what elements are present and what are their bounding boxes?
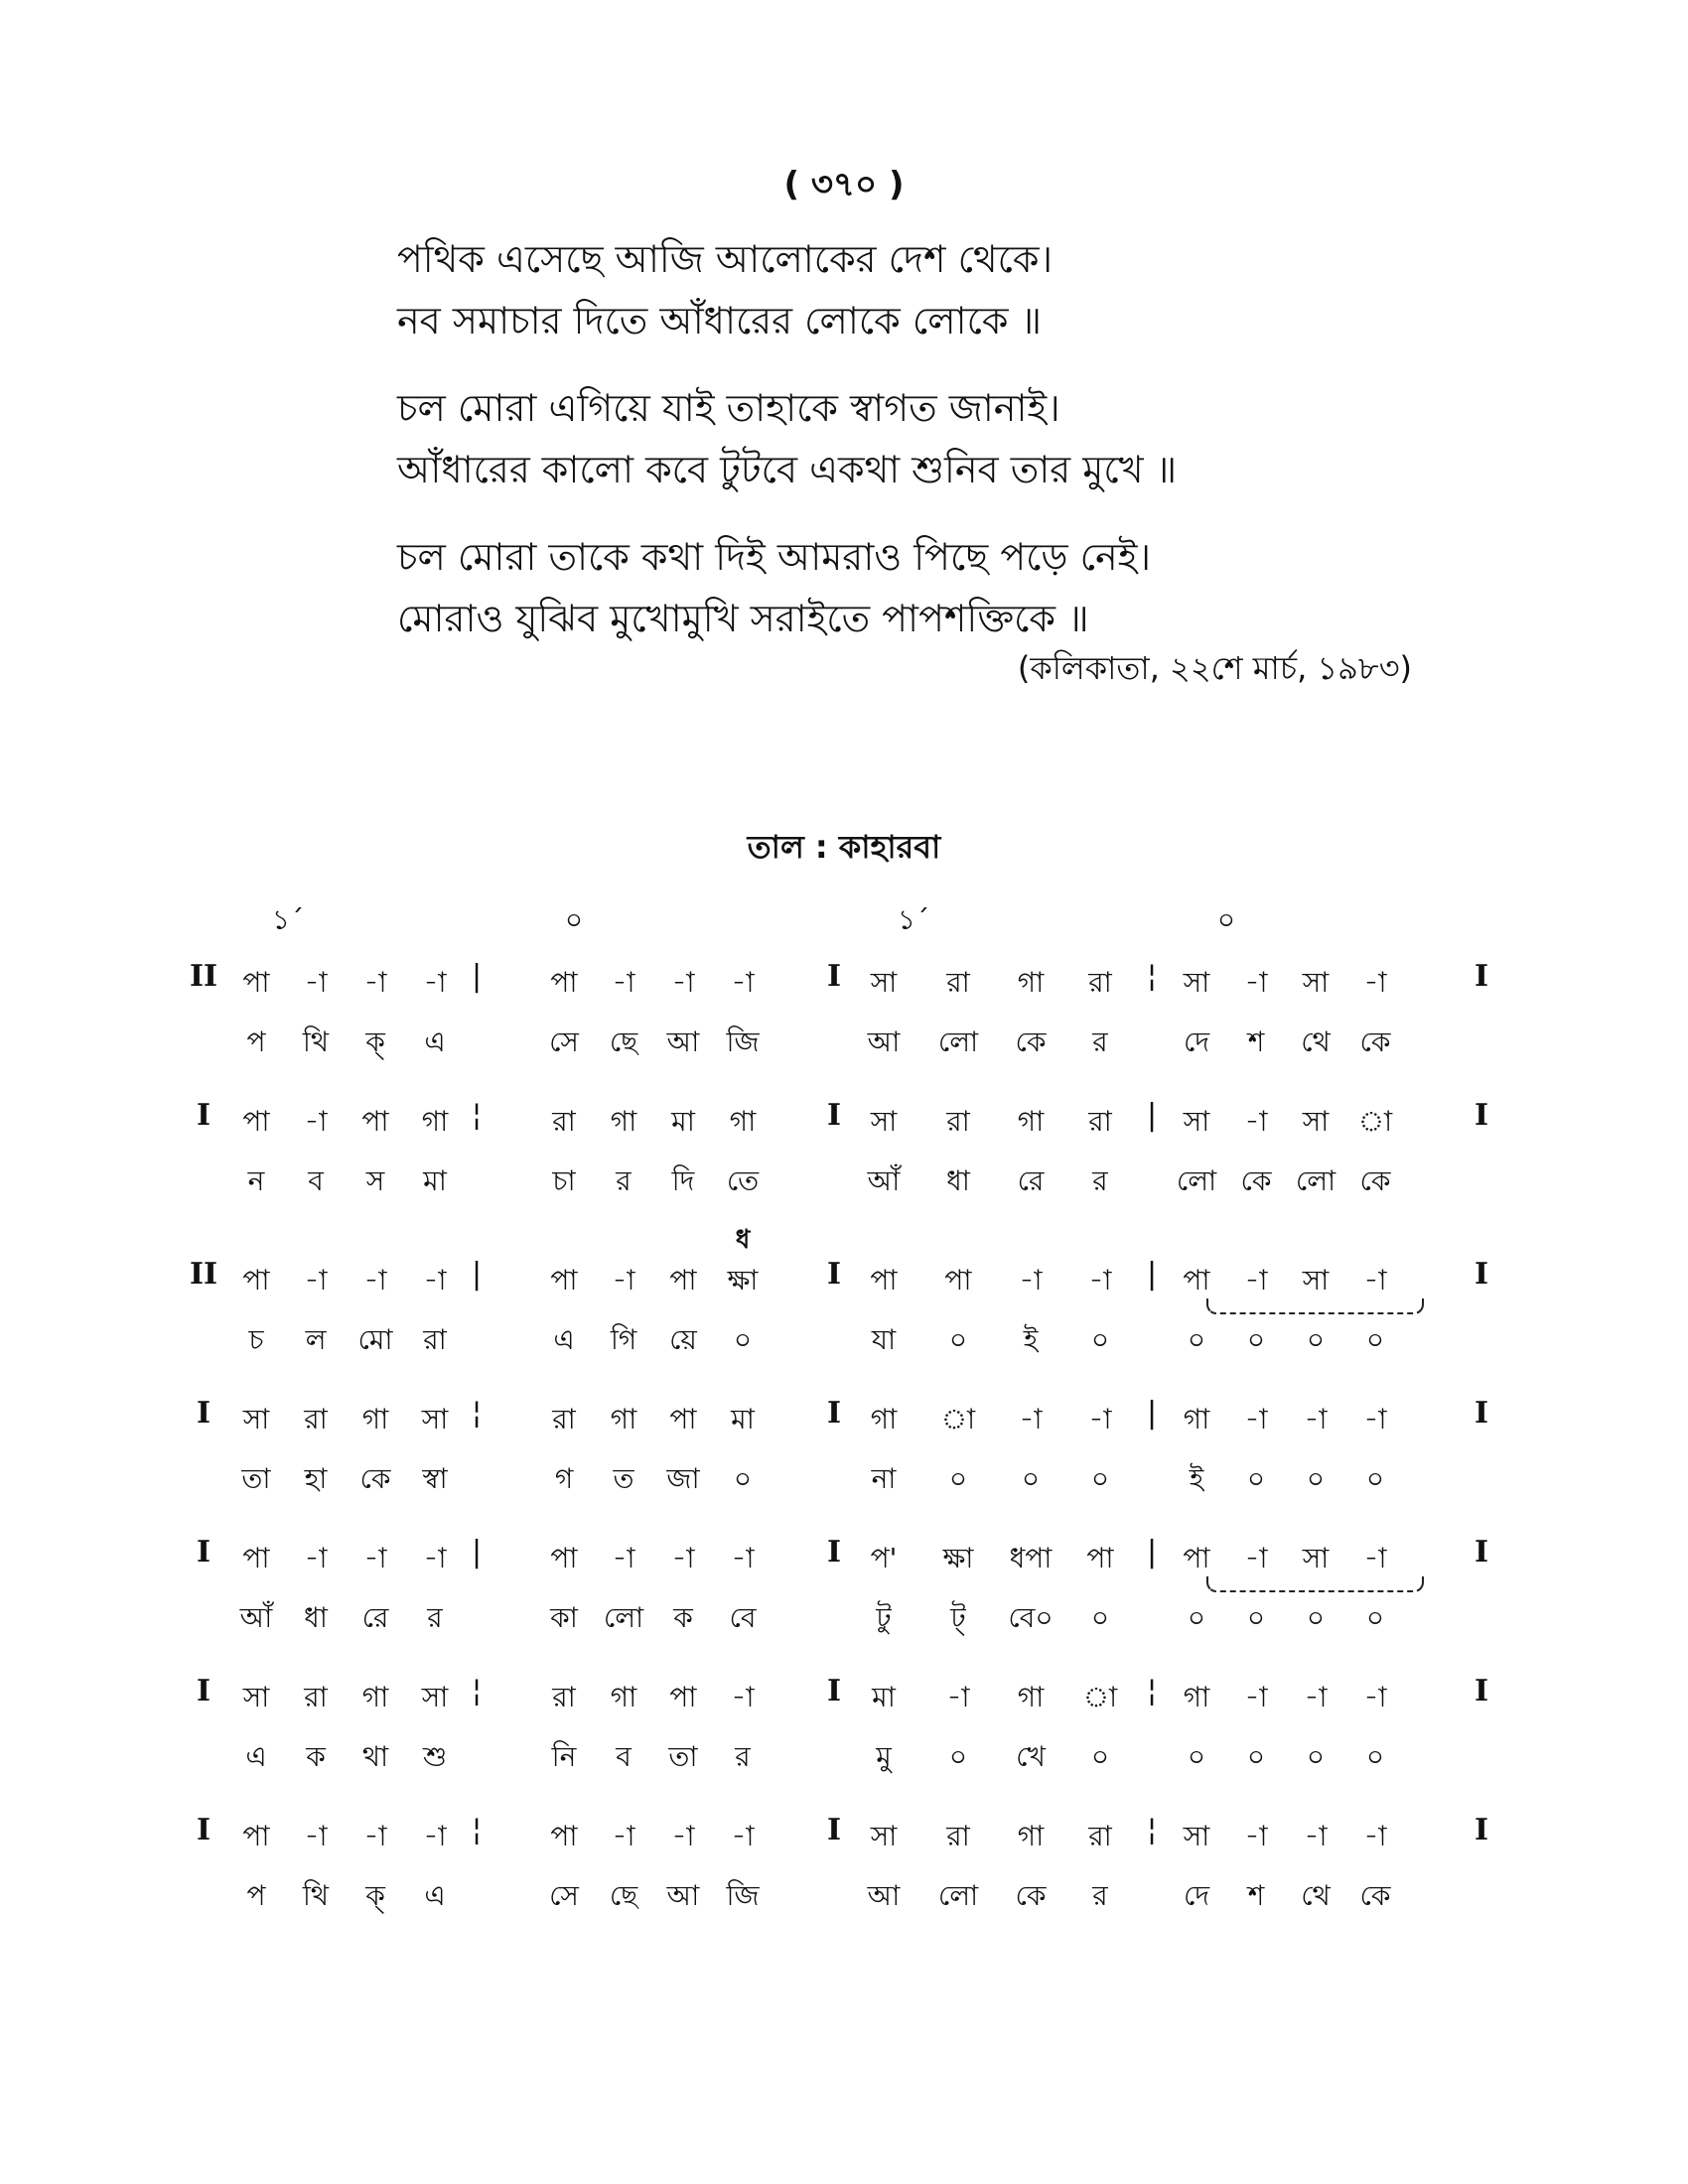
bar-line: | bbox=[1146, 1535, 1158, 1570]
swara-cell: সা bbox=[870, 966, 898, 999]
swara-cell: গা bbox=[1017, 1105, 1045, 1138]
bar-line-close: I bbox=[1474, 1396, 1489, 1431]
lyric-cell: সে bbox=[549, 1025, 579, 1058]
lyric-cell: ক bbox=[673, 1601, 693, 1634]
lyric-cell: না bbox=[871, 1462, 897, 1495]
swara-cell: -া bbox=[1019, 1264, 1043, 1297]
lyric-cell: কে bbox=[1015, 1879, 1047, 1912]
lyric-cell: লো bbox=[1176, 1164, 1217, 1197]
swara-cell: গা bbox=[870, 1403, 898, 1435]
lyric-cell: ০ bbox=[1306, 1462, 1326, 1495]
lyric-cell: ক্ bbox=[365, 1879, 385, 1912]
swara-cell: পা bbox=[870, 1264, 898, 1297]
bar-line-open: I bbox=[196, 1098, 211, 1133]
swara-cell: -া bbox=[671, 966, 695, 999]
lyric-cell: স্বা bbox=[422, 1462, 448, 1495]
lyric-cell: দে bbox=[1183, 1025, 1210, 1058]
swara-cell: সা bbox=[1183, 1820, 1210, 1852]
bar-line: ¦ bbox=[471, 1813, 483, 1847]
bar-line-open: I bbox=[196, 1813, 211, 1847]
lyric-cell: রা bbox=[423, 1323, 447, 1356]
swara-cell: রা bbox=[946, 966, 970, 999]
lyric-cell: জি bbox=[726, 1879, 760, 1912]
swara-cell: -া bbox=[423, 1542, 447, 1574]
swara-cell: -া bbox=[946, 1681, 970, 1713]
swara-cell: গা bbox=[1017, 1820, 1045, 1852]
lyric-cell: জি bbox=[726, 1025, 760, 1058]
poem-line: পথিক এসেছে আজি আলোকের দেশ থেকে। bbox=[397, 237, 1054, 281]
swara-cell: সা bbox=[870, 1820, 898, 1852]
lyric-cell: থে bbox=[1301, 1025, 1331, 1058]
lyric-cell: শ bbox=[1247, 1025, 1265, 1058]
swara-cell: পা bbox=[669, 1403, 697, 1435]
swara-cell: -া bbox=[612, 1820, 635, 1852]
swara-cell: -া bbox=[612, 1264, 635, 1297]
lyric-cell: ছে bbox=[609, 1025, 638, 1058]
swara-cell: মা bbox=[872, 1681, 896, 1713]
lyric-cell: মো bbox=[357, 1323, 393, 1356]
lyric-cell: খে bbox=[1016, 1740, 1046, 1773]
lyric-cell: ০ bbox=[1306, 1740, 1326, 1773]
lyric-cell: থি bbox=[302, 1879, 330, 1912]
bar-line: ¦ bbox=[471, 1098, 483, 1133]
beat-marker-tali: ১´ bbox=[271, 903, 305, 936]
swara-cell: পা bbox=[669, 1264, 697, 1297]
lyric-cell: ক্ bbox=[365, 1025, 385, 1058]
swara-cell: রা bbox=[304, 1403, 328, 1435]
swara-cell: রা bbox=[1088, 1820, 1112, 1852]
lyric-cell: এ bbox=[424, 1025, 446, 1058]
swara-cell: -া bbox=[1363, 1264, 1387, 1297]
lyric-cell: কা bbox=[550, 1601, 578, 1634]
swara-cell: সা bbox=[1302, 966, 1330, 999]
bar-line-close: I bbox=[1474, 1257, 1489, 1292]
bar-line-close: I bbox=[1474, 1813, 1489, 1847]
swara-cell: -া bbox=[1363, 1820, 1387, 1852]
swara-cell: পা bbox=[1086, 1542, 1114, 1574]
swara-cell: সা bbox=[1183, 1105, 1210, 1138]
swara-cell: পা bbox=[550, 1820, 578, 1852]
bar-line-close: I bbox=[1474, 1098, 1489, 1133]
swara-cell: -া bbox=[671, 1820, 695, 1852]
lyric-cell: ০ bbox=[1306, 1323, 1326, 1356]
swara-cell: -া bbox=[304, 966, 328, 999]
bar-line-close: I bbox=[1474, 959, 1489, 994]
bar-line: | bbox=[1146, 1098, 1158, 1133]
swara-cell: রা bbox=[304, 1681, 328, 1713]
lyric-cell: দি bbox=[671, 1164, 695, 1197]
bar-line: I bbox=[826, 1535, 842, 1570]
lyric-cell: এ bbox=[424, 1879, 446, 1912]
lyric-cell: আ bbox=[666, 1025, 700, 1058]
lyric-cell: আ bbox=[666, 1879, 700, 1912]
bar-line: I bbox=[826, 1257, 842, 1292]
lyric-cell: লো bbox=[1295, 1164, 1336, 1197]
swara-cell: সা bbox=[242, 1403, 270, 1435]
lyric-cell: বে bbox=[729, 1601, 757, 1634]
swara-cell: -া bbox=[1244, 1264, 1268, 1297]
lyric-cell: তে bbox=[726, 1164, 760, 1197]
lyric-cell: ০ bbox=[1306, 1601, 1326, 1634]
lyric-cell: স bbox=[365, 1164, 385, 1197]
swara-cell: গা bbox=[1017, 966, 1045, 999]
lyric-cell: ০ bbox=[1090, 1323, 1110, 1356]
swara-cell: গা bbox=[610, 1105, 637, 1138]
lyric-cell: লো bbox=[937, 1025, 979, 1058]
swara-cell: মা bbox=[731, 1403, 755, 1435]
swara-cell: রা bbox=[552, 1105, 576, 1138]
bar-line: ¦ bbox=[1146, 1813, 1158, 1847]
lyric-cell: মা bbox=[423, 1164, 447, 1197]
meend-slur bbox=[1206, 1298, 1424, 1314]
swara-cell: -া bbox=[731, 1820, 755, 1852]
beat-marker-khali: ০ bbox=[564, 903, 584, 936]
swara-cell: -া bbox=[304, 1264, 328, 1297]
bar-line: I bbox=[826, 1098, 842, 1133]
beat-marker-khali: ০ bbox=[1216, 903, 1236, 936]
lyric-cell: কে bbox=[359, 1462, 391, 1495]
swara-cell: সা bbox=[421, 1403, 449, 1435]
swara-cell: -া bbox=[1088, 1403, 1112, 1435]
swara-cell: -া bbox=[1363, 1542, 1387, 1574]
swara-cell: রা bbox=[946, 1105, 970, 1138]
swara-cell: -া bbox=[423, 966, 447, 999]
swara-cell: -া bbox=[1363, 1403, 1387, 1435]
lyric-cell: কে bbox=[1359, 1879, 1391, 1912]
swara-cell: গা bbox=[1017, 1681, 1045, 1713]
swara-cell: া bbox=[1357, 1105, 1393, 1138]
lyric-cell: হা bbox=[304, 1462, 328, 1495]
swara-cell: -া bbox=[363, 1542, 387, 1574]
poem-line: চল মোরা তাকে কথা দিই আমরাও পিছে পড়ে নেই। bbox=[397, 535, 1152, 579]
lyric-cell: ই bbox=[1189, 1462, 1204, 1495]
lyric-cell: আঁ bbox=[867, 1164, 901, 1197]
swara-cell: পা bbox=[242, 966, 270, 999]
lyric-cell: র bbox=[427, 1601, 443, 1634]
bar-line: ¦ bbox=[1146, 1674, 1158, 1708]
swara-cell: -া bbox=[1244, 1542, 1268, 1574]
swara-cell: -া bbox=[1363, 1681, 1387, 1713]
lyric-cell: বে০ bbox=[1008, 1601, 1054, 1634]
swara-cell: পা bbox=[242, 1264, 270, 1297]
lyric-cell: নি bbox=[551, 1740, 577, 1773]
lyric-cell: থা bbox=[361, 1740, 389, 1773]
swara-cell: -া bbox=[1244, 1105, 1268, 1138]
bar-line: I bbox=[826, 1396, 842, 1431]
swara-cell: -া bbox=[304, 1542, 328, 1574]
swara-cell: পা bbox=[242, 1820, 270, 1852]
lyric-cell: ব bbox=[616, 1740, 632, 1773]
lyric-cell: ক bbox=[306, 1740, 326, 1773]
swara-cell: -া bbox=[423, 1264, 447, 1297]
swara-cell: -া bbox=[1363, 966, 1387, 999]
swara-cell: সা bbox=[1302, 1264, 1330, 1297]
lyric-cell: সে bbox=[549, 1879, 579, 1912]
bar-line: | bbox=[471, 959, 483, 994]
swara-cell: পা bbox=[669, 1681, 697, 1713]
swara-cell: -া bbox=[612, 966, 635, 999]
lyric-cell: গ bbox=[554, 1462, 574, 1495]
swara-cell: -া bbox=[1019, 1403, 1043, 1435]
lyric-cell: শ bbox=[1247, 1879, 1265, 1912]
swara-cell: রা bbox=[552, 1681, 576, 1713]
swara-cell: সা bbox=[1302, 1105, 1330, 1138]
lyric-cell: ই bbox=[1023, 1323, 1039, 1356]
lyric-cell: জা bbox=[666, 1462, 700, 1495]
lyric-cell: আঁ bbox=[239, 1601, 273, 1634]
bar-line: ¦ bbox=[471, 1396, 483, 1431]
poem-line: আঁধারের কালো কবে টুটবে একথা শুনিব তার মুখে ॥ bbox=[397, 448, 1178, 491]
swara-cell: পা bbox=[361, 1105, 389, 1138]
bar-line: I bbox=[826, 959, 842, 994]
lyric-cell: রে bbox=[361, 1601, 389, 1634]
swara-cell: -া bbox=[612, 1542, 635, 1574]
lyric-cell: যা bbox=[871, 1323, 897, 1356]
bar-line-open: I bbox=[196, 1396, 211, 1431]
swara-cell: -া bbox=[1244, 1820, 1268, 1852]
swara-cell: -া bbox=[1088, 1264, 1112, 1297]
ornament-mark: ধ bbox=[735, 1225, 751, 1255]
lyric-cell: ০ bbox=[1187, 1740, 1206, 1773]
swara-cell: -া bbox=[1304, 1681, 1328, 1713]
lyric-cell: ধা bbox=[304, 1601, 328, 1634]
lyric-cell: ০ bbox=[1365, 1323, 1385, 1356]
swara-cell: প' bbox=[870, 1542, 898, 1574]
lyric-cell: টু bbox=[876, 1601, 892, 1634]
swara-cell: গা bbox=[610, 1681, 637, 1713]
tala-heading: তাল : কাহারবা bbox=[747, 828, 941, 866]
lyric-cell: রে bbox=[1017, 1164, 1045, 1197]
lyric-cell: ০ bbox=[1246, 1740, 1266, 1773]
swara-cell: -া bbox=[1244, 1681, 1268, 1713]
lyric-cell: থি bbox=[302, 1025, 330, 1058]
lyric-cell: য়ে bbox=[669, 1323, 697, 1356]
lyric-cell: ০ bbox=[1090, 1740, 1110, 1773]
lyric-cell: ন bbox=[247, 1164, 265, 1197]
lyric-cell: কে bbox=[1240, 1164, 1272, 1197]
swara-cell: সা bbox=[1302, 1542, 1330, 1574]
lyric-cell: ০ bbox=[1246, 1462, 1266, 1495]
bar-line: I bbox=[826, 1674, 842, 1708]
swara-cell: সা bbox=[870, 1105, 898, 1138]
lyric-cell: কে bbox=[1015, 1025, 1047, 1058]
bar-line-open: I bbox=[196, 1674, 211, 1708]
lyric-cell: ল bbox=[305, 1323, 327, 1356]
lyric-cell: ০ bbox=[1090, 1462, 1110, 1495]
swara-cell: রা bbox=[552, 1403, 576, 1435]
lyric-cell: ০ bbox=[733, 1462, 753, 1495]
lyric-cell: শু bbox=[422, 1740, 448, 1773]
swara-cell: মা bbox=[671, 1105, 695, 1138]
lyric-cell: থে bbox=[1301, 1879, 1331, 1912]
lyric-cell: গি bbox=[610, 1323, 637, 1356]
bar-line: | bbox=[471, 1535, 483, 1570]
lyric-cell: ০ bbox=[1187, 1601, 1206, 1634]
lyric-cell: ০ bbox=[1246, 1601, 1266, 1634]
swara-cell: রা bbox=[1088, 1105, 1112, 1138]
bar-line-close: I bbox=[1474, 1674, 1489, 1708]
bar-line-open: II bbox=[189, 959, 218, 994]
swara-cell: -া bbox=[423, 1820, 447, 1852]
lyric-cell: তা bbox=[241, 1462, 271, 1495]
lyric-cell: চা bbox=[552, 1164, 576, 1197]
poem-line: চল মোরা এগিয়ে যাই তাহাকে স্বাগত জানাই। bbox=[397, 386, 1060, 430]
swara-cell: -া bbox=[363, 1264, 387, 1297]
lyric-cell: ছে bbox=[609, 1879, 638, 1912]
lyric-cell: আ bbox=[867, 1025, 901, 1058]
swara-cell: পা bbox=[550, 966, 578, 999]
lyric-cell: এ bbox=[553, 1323, 575, 1356]
meend-slur bbox=[1206, 1576, 1424, 1592]
swara-cell: পা bbox=[242, 1542, 270, 1574]
swara-cell: সা bbox=[421, 1681, 449, 1713]
lyric-cell: ০ bbox=[1246, 1323, 1266, 1356]
lyric-cell: ০ bbox=[1187, 1323, 1206, 1356]
lyric-cell: ০ bbox=[948, 1462, 968, 1495]
swara-cell: ক্ষা bbox=[942, 1542, 974, 1574]
lyric-cell: প bbox=[246, 1879, 266, 1912]
lyric-cell: ব bbox=[308, 1164, 324, 1197]
bar-line-open: II bbox=[189, 1257, 218, 1292]
swara-cell: সা bbox=[1183, 966, 1210, 999]
bar-line: | bbox=[1146, 1396, 1158, 1431]
lyric-cell: ত bbox=[613, 1462, 634, 1495]
swara-cell: -া bbox=[731, 1542, 755, 1574]
beat-marker-tali: ১´ bbox=[897, 903, 930, 936]
swara-cell: পা bbox=[242, 1105, 270, 1138]
lyric-cell: দে bbox=[1183, 1879, 1210, 1912]
lyric-cell: ০ bbox=[1090, 1601, 1110, 1634]
bar-line-open: I bbox=[196, 1535, 211, 1570]
page-number: ( ৩৭০ ) bbox=[783, 165, 905, 205]
swara-cell: -া bbox=[304, 1105, 328, 1138]
lyric-cell: ধা bbox=[946, 1164, 970, 1197]
bar-line: | bbox=[1146, 1257, 1158, 1292]
lyric-cell: ০ bbox=[948, 1323, 968, 1356]
lyric-cell: ০ bbox=[948, 1740, 968, 1773]
swara-cell: া bbox=[1082, 1681, 1118, 1713]
swara-cell: পা bbox=[1183, 1264, 1210, 1297]
swara-cell: -া bbox=[671, 1542, 695, 1574]
bar-line: ¦ bbox=[471, 1674, 483, 1708]
lyric-cell: ০ bbox=[1365, 1462, 1385, 1495]
swara-cell: -া bbox=[1244, 1403, 1268, 1435]
lyric-cell: ০ bbox=[1365, 1601, 1385, 1634]
swara-cell: পা bbox=[1183, 1542, 1210, 1574]
lyric-cell: ট্ bbox=[950, 1601, 966, 1634]
lyric-cell: লো bbox=[603, 1601, 644, 1634]
lyric-cell: কে bbox=[1359, 1164, 1391, 1197]
bar-line-close: I bbox=[1474, 1535, 1489, 1570]
lyric-cell: র bbox=[1092, 1025, 1108, 1058]
swara-cell: ধপা bbox=[1009, 1542, 1053, 1574]
lyric-cell: লো bbox=[937, 1879, 979, 1912]
lyric-cell: প bbox=[246, 1025, 266, 1058]
swara-cell: গা bbox=[610, 1403, 637, 1435]
lyric-cell: ০ bbox=[1365, 1740, 1385, 1773]
lyric-cell: র bbox=[1092, 1164, 1108, 1197]
swara-cell: -া bbox=[363, 966, 387, 999]
poem-line: মোরাও যুঝিব মুখোমুখি সরাইতে পাপশক্তিকে ॥ bbox=[397, 597, 1089, 640]
swara-cell: রা bbox=[1088, 966, 1112, 999]
swara-cell: -া bbox=[304, 1820, 328, 1852]
swara-cell: -া bbox=[1244, 966, 1268, 999]
lyric-cell: র bbox=[735, 1740, 751, 1773]
swara-cell: পা bbox=[550, 1542, 578, 1574]
swara-cell: রা bbox=[946, 1820, 970, 1852]
lyric-cell: আ bbox=[867, 1879, 901, 1912]
bar-line: | bbox=[471, 1257, 483, 1292]
swara-cell: -া bbox=[731, 966, 755, 999]
lyric-cell: কে bbox=[1359, 1025, 1391, 1058]
swara-cell: সা bbox=[242, 1681, 270, 1713]
lyric-cell: ০ bbox=[733, 1323, 753, 1356]
swara-cell: -া bbox=[1304, 1403, 1328, 1435]
swara-cell: ক্ষা bbox=[727, 1264, 759, 1297]
lyric-cell: ০ bbox=[1021, 1462, 1041, 1495]
dateline: (কলিকাতা, ২২শে মার্চ, ১৯৮৩) bbox=[1017, 649, 1412, 687]
lyric-cell: তা bbox=[668, 1740, 698, 1773]
swara-cell: পা bbox=[550, 1264, 578, 1297]
swara-cell: গা bbox=[1183, 1403, 1210, 1435]
swara-cell: -া bbox=[363, 1820, 387, 1852]
swara-cell: গা bbox=[361, 1681, 389, 1713]
swara-cell: পা bbox=[944, 1264, 972, 1297]
lyric-cell: এ bbox=[245, 1740, 267, 1773]
lyric-cell: চ bbox=[248, 1323, 264, 1356]
swara-cell: া bbox=[940, 1403, 976, 1435]
swara-cell: গা bbox=[421, 1105, 449, 1138]
lyric-cell: র bbox=[1092, 1879, 1108, 1912]
lyric-cell: মু bbox=[876, 1740, 892, 1773]
swara-cell: -া bbox=[731, 1681, 755, 1713]
poem-line: নব সমাচার দিতে আঁধারের লোকে লোকে ॥ bbox=[397, 299, 1042, 342]
lyric-cell: র bbox=[616, 1164, 632, 1197]
bar-line: I bbox=[826, 1813, 842, 1847]
swara-cell: গা bbox=[729, 1105, 757, 1138]
swara-cell: -া bbox=[1304, 1820, 1328, 1852]
bar-line: ¦ bbox=[1146, 959, 1158, 994]
swara-cell: গা bbox=[361, 1403, 389, 1435]
swara-cell: গা bbox=[1183, 1681, 1210, 1713]
